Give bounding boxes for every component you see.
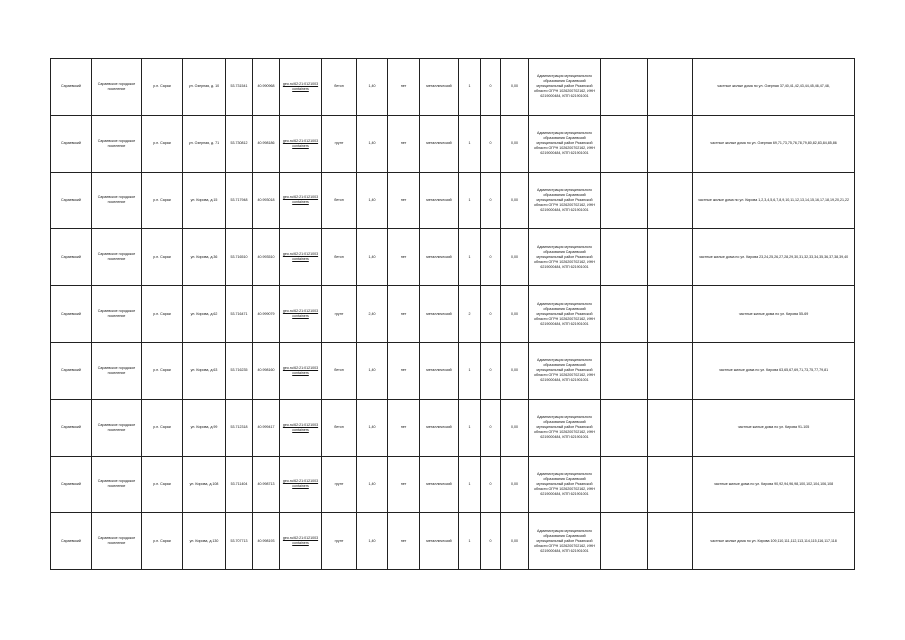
container-type-cell: металлический	[420, 342, 459, 399]
latitude-cell: 53.707713	[226, 513, 253, 570]
map-link-cell[interactable]	[280, 399, 322, 456]
address-cell: ул. Кирова, д.15	[183, 172, 226, 229]
latitude-cell: 53.716471	[226, 286, 253, 343]
locality-cell: р.п. Сараи	[142, 399, 183, 456]
fence-cell: нет	[388, 115, 420, 172]
empty-cell	[601, 399, 648, 456]
planned-count-cell: 0	[481, 342, 501, 399]
fence-cell: нет	[388, 286, 420, 343]
address-cell: ул. Кирова, д.99	[183, 399, 226, 456]
address-cell: ул. Кирова, д.36	[183, 229, 226, 286]
longitude-cell: 40.999079	[253, 286, 280, 343]
table-row	[51, 59, 855, 116]
longitude-cell: 40.998193	[253, 513, 280, 570]
surface-cell: бетон	[322, 399, 357, 456]
empty-cell	[648, 456, 693, 513]
district-cell: Сараевский	[51, 229, 92, 286]
empty-cell	[601, 456, 648, 513]
registry-table	[50, 58, 855, 570]
waste-sources-cell: частные жилые дома по ул. Озерная 69,71,73,75,76,78,79,80,82,83,84,85,86	[693, 115, 855, 172]
map-link-cell[interactable]	[280, 172, 322, 229]
district-cell: Сараевский	[51, 399, 92, 456]
map-link[interactable]: geo.ru/62:21:0121003 containers	[282, 309, 319, 319]
waste-sources-cell: частные жилые дома по ул. Кирова 109,110,111,112,113,114,115,116,117,118	[693, 513, 855, 570]
district-cell: Сараевский	[51, 172, 92, 229]
table-row	[51, 115, 855, 172]
settlement-cell: Сараевское городское поселение	[92, 342, 142, 399]
district-cell: Сараевский	[51, 456, 92, 513]
table-row	[51, 399, 855, 456]
container-count-cell: 1	[459, 342, 481, 399]
longitude-cell: 40.998186	[253, 115, 280, 172]
container-count-cell: 1	[459, 172, 481, 229]
empty-cell	[648, 286, 693, 343]
surface-cell: бетон	[322, 229, 357, 286]
area-cell: 2,40	[357, 286, 388, 343]
volume-cell: 0,00	[501, 513, 529, 570]
volume-cell: 0,00	[501, 456, 529, 513]
container-count-cell: 1	[459, 229, 481, 286]
latitude-cell: 53.716510	[226, 229, 253, 286]
area-cell: 1,40	[357, 115, 388, 172]
district-cell: Сараевский	[51, 115, 92, 172]
table-row	[51, 229, 855, 286]
owner-cell: Администрация муниципального образования Сараевский муниципальный район Рязанской области ОГРН 1026200702162, ИНН 6219000484, КПП 621901001	[529, 513, 601, 570]
locality-cell: р.п. Сараи	[142, 59, 183, 116]
map-link[interactable]: geo.ru/62:21:0121003 containers	[282, 536, 319, 546]
container-count-cell: 1	[459, 513, 481, 570]
surface-cell: грунт	[322, 513, 357, 570]
fence-cell: нет	[388, 456, 420, 513]
map-link-cell[interactable]	[280, 456, 322, 513]
fence-cell: нет	[388, 229, 420, 286]
container-count-cell: 1	[459, 59, 481, 116]
waste-sources-cell: частные жилые дома по ул. Кирова 1,2,3,4,5,6,7,8,9,10,11,12,13,14,15,16,17,18,19,20,21,22	[693, 172, 855, 229]
planned-count-cell: 0	[481, 172, 501, 229]
table-row	[51, 172, 855, 229]
map-link-cell[interactable]	[280, 115, 322, 172]
container-type-cell: металлический	[420, 229, 459, 286]
map-link-cell[interactable]	[280, 342, 322, 399]
map-link[interactable]: geo.ru/62:21:0121003 containers	[282, 195, 319, 205]
empty-cell	[648, 229, 693, 286]
container-count-cell: 1	[459, 456, 481, 513]
latitude-cell: 53.712318	[226, 399, 253, 456]
owner-cell: Администрация муниципального образования Сараевский муниципальный район Рязанской области ОГРН 1026200702162, ИНН 6219000484, КПП 621901001	[529, 59, 601, 116]
volume-cell: 0,00	[501, 115, 529, 172]
empty-cell	[648, 513, 693, 570]
waste-sources-cell: частные жилые дома по ул. Кирова 63,65,67,69,71,73,75,77,79,81	[693, 342, 855, 399]
volume-cell: 0,00	[501, 59, 529, 116]
waste-sources-cell: частные жилые дома по ул. Кирова 90,92,94,96,98,100,102,104,106,108	[693, 456, 855, 513]
empty-cell	[648, 115, 693, 172]
longitude-cell: 40.999417	[253, 399, 280, 456]
locality-cell: р.п. Сараи	[142, 229, 183, 286]
volume-cell: 0,00	[501, 172, 529, 229]
table-row	[51, 513, 855, 570]
container-count-cell: 1	[459, 115, 481, 172]
locality-cell: р.п. Сараи	[142, 342, 183, 399]
empty-cell	[601, 172, 648, 229]
surface-cell: грунт	[322, 286, 357, 343]
map-link[interactable]: geo.ru/62:21:0121003 containers	[282, 81, 319, 91]
address-cell: ул. Кирова, д.62	[183, 286, 226, 343]
district-cell: Сараевский	[51, 513, 92, 570]
address-cell: ул. Кирова, д.130	[183, 513, 226, 570]
planned-count-cell: 0	[481, 513, 501, 570]
empty-cell	[601, 513, 648, 570]
volume-cell: 0,00	[501, 286, 529, 343]
empty-cell	[601, 59, 648, 116]
locality-cell: р.п. Сараи	[142, 513, 183, 570]
area-cell: 1,40	[357, 456, 388, 513]
settlement-cell: Сараевское городское поселение	[92, 456, 142, 513]
empty-cell	[648, 59, 693, 116]
waste-sources-cell: частные жилые дома по ул. Кирова 23,24,25,26,27,28,29,30,31,32,33,34,35,36,37,38,39,40	[693, 229, 855, 286]
fence-cell: нет	[388, 342, 420, 399]
settlement-cell: Сараевское городское поселение	[92, 59, 142, 116]
empty-cell	[648, 172, 693, 229]
empty-cell	[648, 399, 693, 456]
owner-cell: Администрация муниципального образования Сараевский муниципальный район Рязанской области ОГРН 1026200702162, ИНН 6219000484, КПП 621901001	[529, 456, 601, 513]
area-cell: 1,40	[357, 229, 388, 286]
surface-cell: грунт	[322, 115, 357, 172]
settlement-cell: Сараевское городское поселение	[92, 399, 142, 456]
owner-cell: Администрация муниципального образования Сараевский муниципальный район Рязанской области ОГРН 1026200702162, ИНН 6219000484, КПП 621901001	[529, 342, 601, 399]
area-cell: 1,40	[357, 59, 388, 116]
longitude-cell: 40.998160	[253, 342, 280, 399]
fence-cell: нет	[388, 59, 420, 116]
planned-count-cell: 0	[481, 59, 501, 116]
registry-rows	[51, 59, 855, 570]
table-row	[51, 456, 855, 513]
map-link[interactable]: geo.ru/62:21:0121003 containers	[282, 138, 319, 148]
empty-cell	[648, 342, 693, 399]
owner-cell: Администрация муниципального образования Сараевский муниципальный район Рязанской области ОГРН 1026200702162, ИНН 6219000484, КПП 621901001	[529, 286, 601, 343]
container-type-cell: металлический	[420, 115, 459, 172]
waste-sources-cell: частные жилые дома по ул. Кирова 55-69	[693, 286, 855, 343]
map-link-cell[interactable]	[280, 513, 322, 570]
table-row	[51, 342, 855, 399]
container-type-cell: металлический	[420, 172, 459, 229]
longitude-cell: 40.993018	[253, 172, 280, 229]
owner-cell: Администрация муниципального образования Сараевский муниципальный район Рязанской области ОГРН 1026200702162, ИНН 6219000484, КПП 621901001	[529, 115, 601, 172]
latitude-cell: 53.731541	[226, 59, 253, 116]
waste-sources-cell: частные жилые дома по ул. Кирова 91-105	[693, 399, 855, 456]
address-cell: ул. Кирова, д.108	[183, 456, 226, 513]
table-row	[51, 286, 855, 343]
fence-cell: нет	[388, 399, 420, 456]
locality-cell: р.п. Сараи	[142, 172, 183, 229]
container-type-cell: металлический	[420, 59, 459, 116]
owner-cell: Администрация муниципального образования Сараевский муниципальный район Рязанской области ОГРН 1026200702162, ИНН 6219000484, КПП 621901001	[529, 172, 601, 229]
settlement-cell: Сараевское городское поселение	[92, 286, 142, 343]
planned-count-cell: 0	[481, 456, 501, 513]
longitude-cell: 40.993510	[253, 229, 280, 286]
empty-cell	[601, 286, 648, 343]
map-link[interactable]: geo.ru/62:21:0121003 containers	[282, 365, 319, 375]
map-link-cell[interactable]	[280, 59, 322, 116]
district-cell: Сараевский	[51, 286, 92, 343]
settlement-cell: Сараевское городское поселение	[92, 115, 142, 172]
map-link[interactable]: geo.ru/62:21:0121003 containers	[282, 422, 319, 432]
settlement-cell: Сараевское городское поселение	[92, 229, 142, 286]
longitude-cell: 40.998713	[253, 456, 280, 513]
owner-cell: Администрация муниципального образования Сараевский муниципальный район Рязанской области ОГРН 1026200702162, ИНН 6219000484, КПП 621901001	[529, 399, 601, 456]
locality-cell: р.п. Сараи	[142, 115, 183, 172]
container-count-cell: 2	[459, 286, 481, 343]
volume-cell: 0,00	[501, 229, 529, 286]
container-type-cell: металлический	[420, 399, 459, 456]
surface-cell: бетон	[322, 342, 357, 399]
surface-cell: грунт	[322, 456, 357, 513]
container-type-cell: металлический	[420, 513, 459, 570]
document-page	[50, 58, 855, 570]
volume-cell: 0,00	[501, 342, 529, 399]
waste-sources-cell: частные жилые дома по ул. Озерная 37,40,41,42,43,44,45,46,47,48,	[693, 59, 855, 116]
locality-cell: р.п. Сараи	[142, 286, 183, 343]
fence-cell: нет	[388, 172, 420, 229]
map-link[interactable]: geo.ru/62:21:0121003 containers	[282, 479, 319, 489]
planned-count-cell: 0	[481, 286, 501, 343]
surface-cell: бетон	[322, 172, 357, 229]
area-cell: 1,40	[357, 513, 388, 570]
fence-cell: нет	[388, 513, 420, 570]
planned-count-cell: 0	[481, 115, 501, 172]
map-link-cell[interactable]	[280, 286, 322, 343]
surface-cell: бетон	[322, 59, 357, 116]
area-cell: 1,40	[357, 399, 388, 456]
planned-count-cell: 0	[481, 229, 501, 286]
container-type-cell: металлический	[420, 456, 459, 513]
latitude-cell: 53.711404	[226, 456, 253, 513]
settlement-cell: Сараевское городское поселение	[92, 172, 142, 229]
volume-cell: 0,00	[501, 399, 529, 456]
address-cell: ул. Озерная, д. 71	[183, 115, 226, 172]
district-cell: Сараевский	[51, 59, 92, 116]
settlement-cell: Сараевское городское поселение	[92, 513, 142, 570]
longitude-cell: 40.990968	[253, 59, 280, 116]
area-cell: 1,40	[357, 172, 388, 229]
planned-count-cell: 0	[481, 399, 501, 456]
latitude-cell: 53.716235	[226, 342, 253, 399]
area-cell: 1,40	[357, 342, 388, 399]
address-cell: ул. Кирова, д.63	[183, 342, 226, 399]
address-cell: ул. Озерная, д. 10	[183, 59, 226, 116]
map-link-cell[interactable]	[280, 229, 322, 286]
latitude-cell: 53.730812	[226, 115, 253, 172]
owner-cell: Администрация муниципального образования Сараевский муниципальный район Рязанской области ОГРН 1026200702162, ИНН 6219000484, КПП 621901001	[529, 229, 601, 286]
locality-cell: р.п. Сараи	[142, 456, 183, 513]
map-link[interactable]: geo.ru/62:21:0121003 containers	[282, 252, 319, 262]
empty-cell	[601, 229, 648, 286]
container-count-cell: 1	[459, 399, 481, 456]
district-cell: Сараевский	[51, 342, 92, 399]
empty-cell	[601, 115, 648, 172]
empty-cell	[601, 342, 648, 399]
container-type-cell: металлический	[420, 286, 459, 343]
latitude-cell: 53.717948	[226, 172, 253, 229]
